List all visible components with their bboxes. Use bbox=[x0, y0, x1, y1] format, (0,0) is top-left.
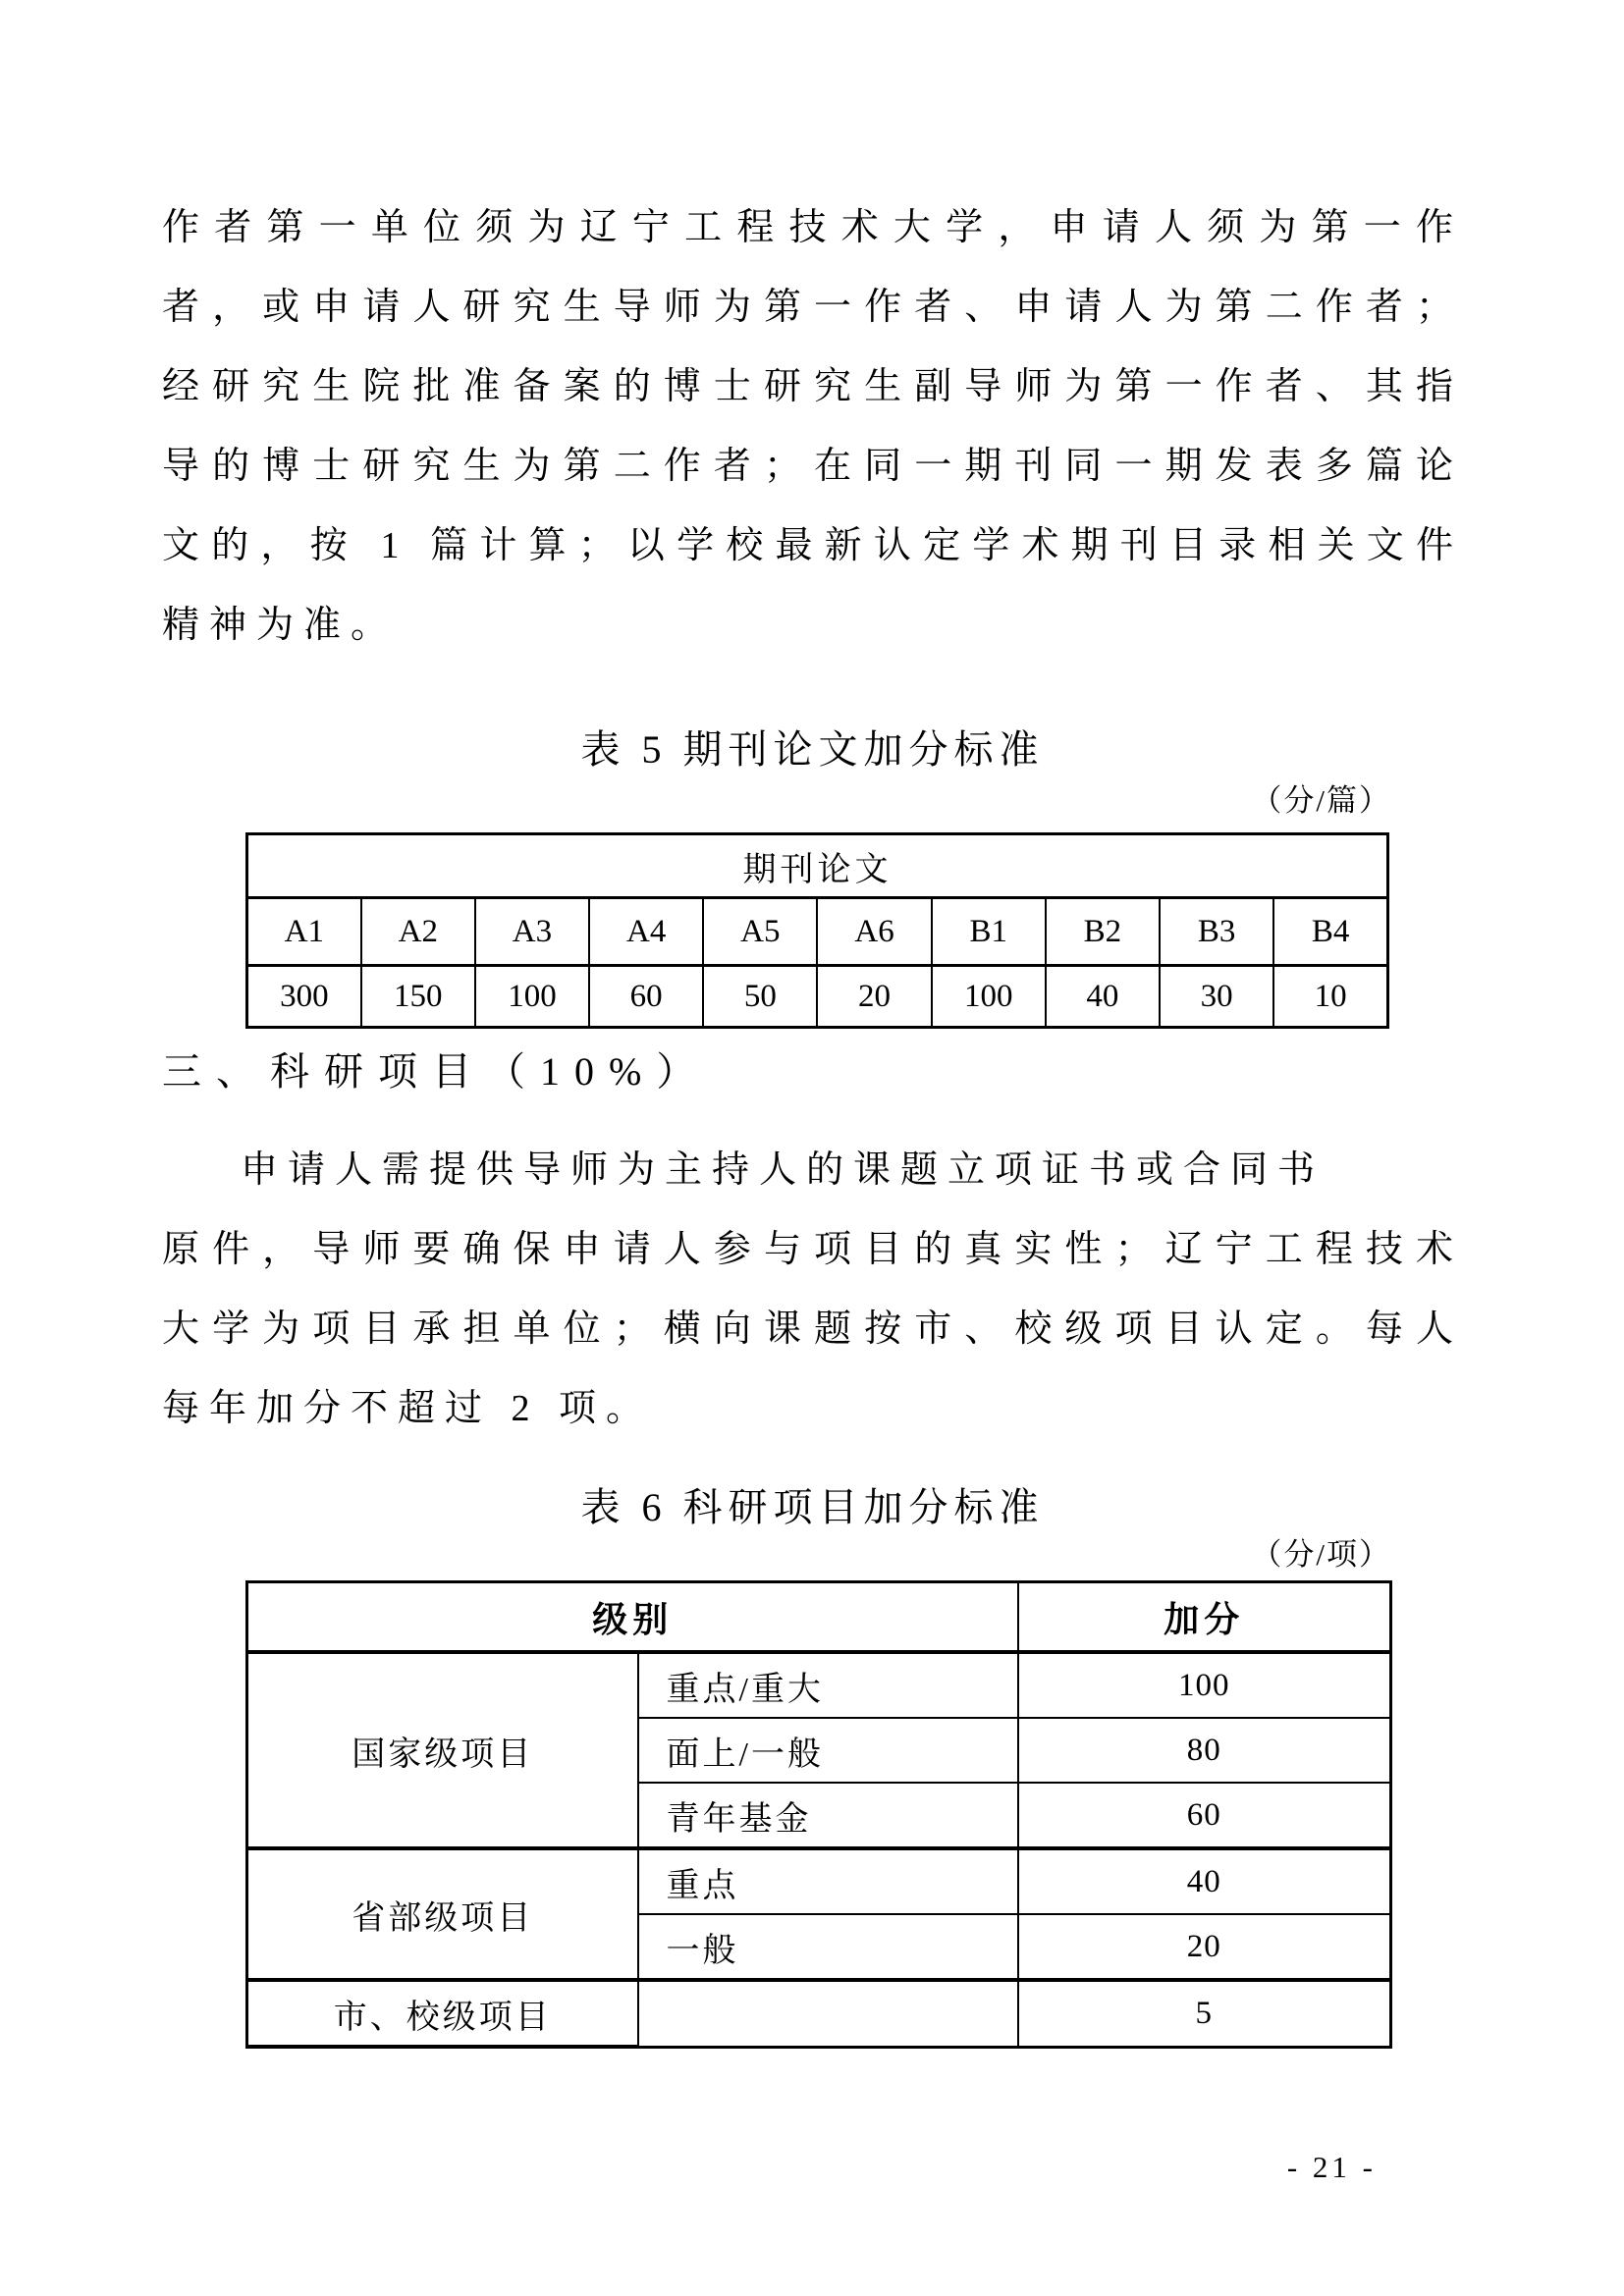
section-heading-research-projects: 三、科研项目（10%） bbox=[162, 1049, 711, 1094]
table5-value-cell: 10 bbox=[1273, 966, 1387, 1028]
table5-value-cell: 100 bbox=[475, 966, 589, 1028]
table5-group-header: 期刊论文 bbox=[247, 834, 1388, 898]
text-line: 作者第一单位须为辽宁工程技术大学，申请人须为第一作 bbox=[162, 207, 1463, 248]
table5-col-header: B4 bbox=[1273, 898, 1387, 966]
table6-header-points: 加分 bbox=[1018, 1582, 1391, 1653]
table5-col-header: B2 bbox=[1046, 898, 1160, 966]
table5-col-header: B1 bbox=[932, 898, 1046, 966]
table5-value-cell: 20 bbox=[817, 966, 931, 1028]
paragraph-research-project-rules bbox=[162, 1131, 1463, 1449]
table6-unit-label: （分/项） bbox=[1251, 1537, 1391, 1572]
text-line: 原件，导师要确保申请人参与项目的真实性；辽宁工程技术 bbox=[162, 1229, 1463, 1270]
table6-header-row bbox=[247, 1582, 1391, 1653]
table6-caption: 表 6 科研项目加分标准 bbox=[580, 1485, 1045, 1529]
table6-sublevel: 重点 bbox=[638, 1848, 1018, 1914]
text-line: 经研究生院批准备案的博士研究生副导师为第一作者、其指 bbox=[162, 366, 1463, 407]
table5-value-cell: 150 bbox=[361, 966, 475, 1028]
table5-value-cell: 60 bbox=[589, 966, 703, 1028]
table5-col-header: B3 bbox=[1160, 898, 1273, 966]
table5-caption: 表 5 期刊论文加分标准 bbox=[580, 727, 1045, 772]
table6-header-level: 级别 bbox=[247, 1582, 1018, 1653]
table6-points: 60 bbox=[1018, 1783, 1391, 1848]
text-line: 者，或申请人研究生导师为第一作者、申请人为第二作者； bbox=[162, 287, 1463, 328]
table5-col-header: A6 bbox=[817, 898, 931, 966]
table5-value-cell: 100 bbox=[932, 966, 1046, 1028]
table5-value-cell: 40 bbox=[1046, 966, 1160, 1028]
table6-row bbox=[247, 1848, 1391, 1914]
table6-sublevel-empty bbox=[638, 1980, 1018, 2047]
table6-points: 100 bbox=[1018, 1652, 1391, 1718]
table5-value-cell: 30 bbox=[1160, 966, 1273, 1028]
table6-group-national: 国家级项目 bbox=[247, 1652, 638, 1848]
table6-points: 20 bbox=[1018, 1914, 1391, 1980]
text-line: 每年加分不超过 2 项。 bbox=[162, 1388, 654, 1429]
table5-col-header: A2 bbox=[361, 898, 475, 966]
table6-sublevel: 一般 bbox=[638, 1914, 1018, 1980]
table6-points: 5 bbox=[1018, 1980, 1391, 2047]
table6-row bbox=[247, 1980, 1391, 2047]
table6-research-project-points bbox=[245, 1580, 1392, 2049]
text-line: 大学为项目承担单位；横向课题按市、校级项目认定。每人 bbox=[162, 1308, 1463, 1350]
table5-unit-label: （分/篇） bbox=[1251, 783, 1391, 818]
table5-column-header-row bbox=[247, 898, 1388, 966]
table5-col-header: A4 bbox=[589, 898, 703, 966]
text-line: 文的，按 1 篇计算；以学校最新认定学术期刊目录相关文件 bbox=[162, 525, 1463, 566]
table6-group-city-school: 市、校级项目 bbox=[247, 1980, 638, 2047]
table6-group-provincial: 省部级项目 bbox=[247, 1848, 638, 1980]
paragraph-journal-paper-rules bbox=[162, 188, 1463, 666]
page-number: - 21 - bbox=[1286, 2150, 1377, 2184]
text-line: 精神为准。 bbox=[162, 605, 399, 646]
table6-sublevel: 青年基金 bbox=[638, 1783, 1018, 1848]
text-line: 申请人需提供导师为主持人的课题立项证书或合同书 bbox=[241, 1149, 1326, 1191]
table6-sublevel: 重点/重大 bbox=[638, 1652, 1018, 1718]
table5-journal-paper-points bbox=[245, 832, 1389, 1029]
table5-value-cell: 300 bbox=[247, 966, 361, 1028]
table6-points: 40 bbox=[1018, 1848, 1391, 1914]
table5-value-row bbox=[247, 966, 1388, 1028]
table6-sublevel: 面上/一般 bbox=[638, 1718, 1018, 1783]
table6-points: 80 bbox=[1018, 1718, 1391, 1783]
text-line: 导的博士研究生为第二作者；在同一期刊同一期发表多篇论 bbox=[162, 446, 1463, 487]
table5-col-header: A1 bbox=[247, 898, 361, 966]
table5-group-header-row bbox=[247, 834, 1388, 898]
table6-row bbox=[247, 1652, 1391, 1718]
table5-col-header: A5 bbox=[703, 898, 817, 966]
table5-col-header: A3 bbox=[475, 898, 589, 966]
table5-value-cell: 50 bbox=[703, 966, 817, 1028]
